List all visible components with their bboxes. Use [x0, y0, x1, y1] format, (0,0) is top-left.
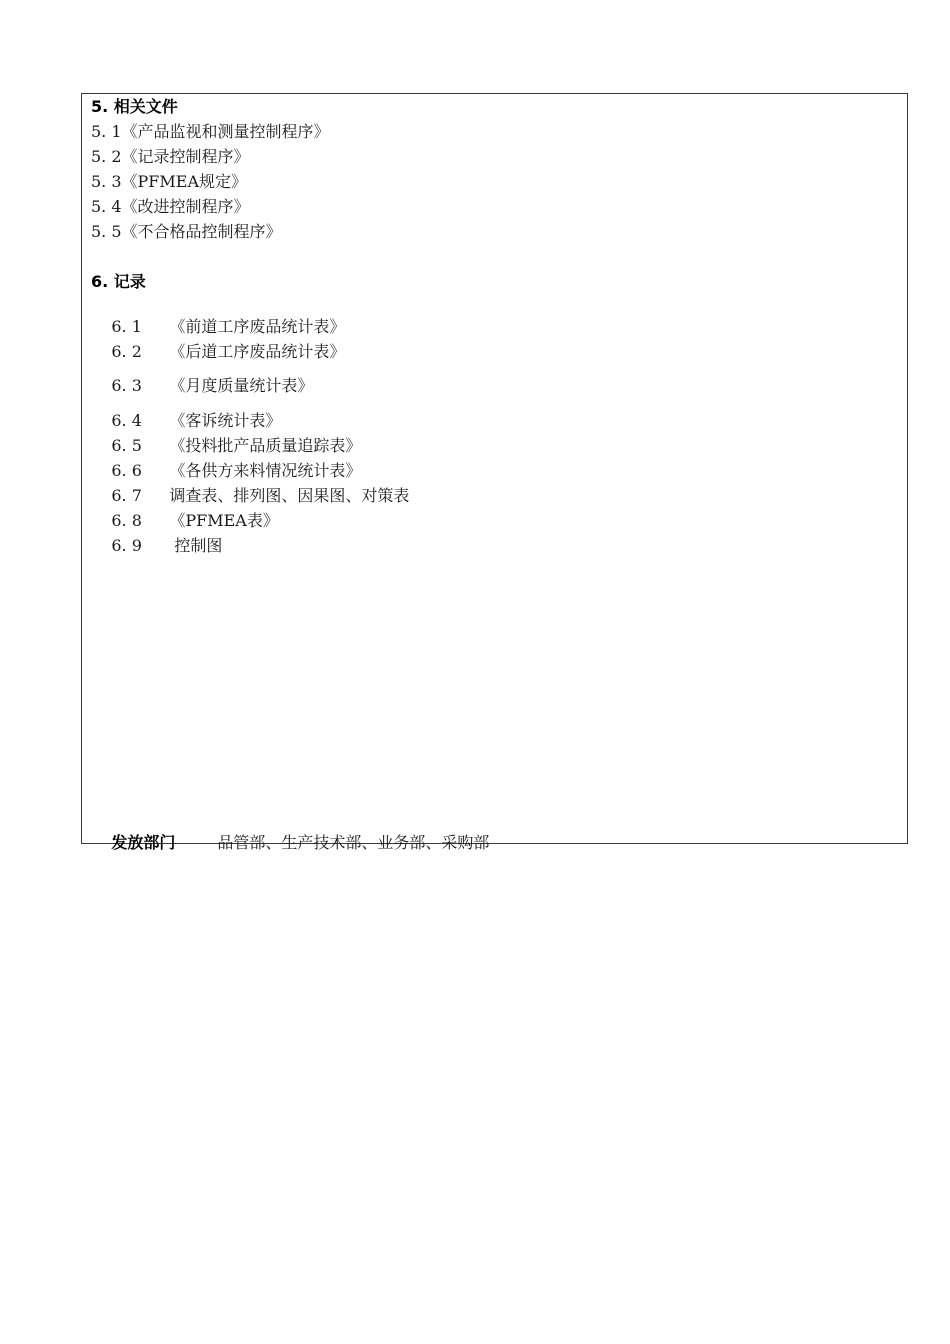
record-number: 6. 5	[111, 436, 142, 455]
record-item-9	[91, 516, 222, 576]
record-title: 《投料批产品质量追踪表》	[169, 436, 362, 455]
record-title: 调查表、排列图、因果图、对策表	[169, 486, 410, 505]
section6-heading: 6. 记录	[91, 272, 146, 291]
record-title: 《前道工序废品统计表》	[169, 317, 346, 336]
record-title: 《PFMEA表》	[169, 511, 279, 530]
record-number: 6. 9	[111, 536, 142, 555]
record-title: 《各供方来料情况统计表》	[169, 461, 362, 480]
record-title: 《客诉统计表》	[169, 411, 282, 430]
document-table	[81, 93, 908, 852]
section5-item-5: 5. 5《不合格品控制程序》	[91, 222, 282, 241]
record-title: 《月度质量统计表》	[169, 376, 314, 395]
issue-departments: 品管部、生产技术部、业务部、采购部	[217, 833, 490, 852]
record-number: 6. 2	[111, 342, 142, 361]
record-number: 6. 6	[111, 461, 142, 480]
section5-item-4: 5. 4《改进控制程序》	[91, 197, 250, 216]
record-title: 控制图	[169, 536, 223, 555]
record-number: 6. 3	[111, 376, 142, 395]
issue-label: 发放部门	[111, 833, 176, 852]
record-title: 《后道工序废品统计表》	[169, 342, 346, 361]
section5-item-1: 5. 1《产品监视和测量控制程序》	[91, 122, 330, 141]
section5-item-3: 5. 3《PFMEA规定》	[91, 172, 248, 191]
section5-item-2: 5. 2《记录控制程序》	[91, 147, 250, 166]
record-number: 6. 8	[111, 511, 142, 530]
section5-heading: 5. 相关文件	[91, 97, 178, 116]
record-number: 6. 4	[111, 411, 142, 430]
record-number: 6. 7	[111, 486, 142, 505]
record-number: 6. 1	[111, 317, 142, 336]
issue-departments-row	[91, 813, 489, 873]
